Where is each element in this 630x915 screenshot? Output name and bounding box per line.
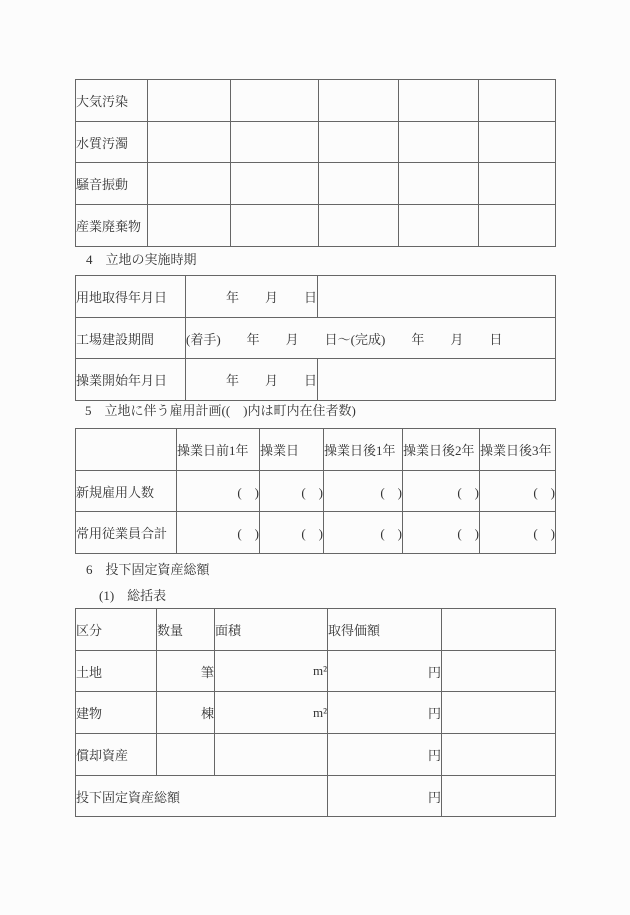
empty-cell: [442, 650, 556, 692]
price-unit-cell: 円: [328, 692, 442, 734]
empty-cell: [148, 121, 231, 163]
empty-cell: [479, 80, 556, 122]
empty-header-cell: [442, 609, 556, 651]
table-row: [76, 359, 556, 401]
empty-cell: [399, 121, 479, 163]
area-unit-cell: m²: [215, 692, 328, 734]
empty-cell: [399, 80, 479, 122]
row-label-land: 土地: [76, 650, 157, 692]
empty-cell: [148, 205, 231, 247]
empty-cell: [479, 121, 556, 163]
empty-cell: [148, 163, 231, 205]
parens-placeholder-cell: ( ): [324, 470, 403, 512]
empty-corner-cell: [76, 429, 177, 471]
col-header-area: 面積: [215, 609, 328, 651]
section6-title: 6 投下固定資産総額: [86, 562, 210, 577]
table-row: [76, 205, 556, 247]
empty-cell: [442, 692, 556, 734]
parens-placeholder-cell: ( ): [480, 470, 556, 512]
empty-cell: [231, 205, 319, 247]
section5-title: 5 立地に伴う雇用計画(( )内は町内在住者数): [85, 403, 356, 418]
period-placeholder-cell: (着手) 年 月 日～(完成) 年 月 日: [186, 317, 556, 359]
table-row: [76, 317, 556, 359]
section4-title: 4 立地の実施時期: [86, 252, 197, 267]
table-row: [76, 512, 556, 554]
empty-cell: [319, 163, 399, 205]
row-label-industrial-waste: 産業廃棄物: [76, 205, 148, 247]
col-header-quantity: 数量: [157, 609, 215, 651]
col-header-start-day: 操業日: [260, 429, 324, 471]
empty-cell: [399, 205, 479, 247]
col-header-acquisition-price: 取得価額: [328, 609, 442, 651]
empty-cell: [399, 163, 479, 205]
col-header-year-before-start: 操業日前1年: [177, 429, 260, 471]
col-header-2yr-after: 操業日後2年: [403, 429, 480, 471]
table-row: [76, 163, 556, 205]
empty-cell: [319, 205, 399, 247]
price-unit-cell: 円: [328, 650, 442, 692]
section6-subtitle: (1) 総括表: [99, 588, 167, 603]
pollution-measures-table: [75, 79, 556, 247]
row-label-new-hires: 新規雇用人数: [76, 470, 177, 512]
header-row: [76, 429, 556, 471]
empty-cell: [231, 163, 319, 205]
area-unit-cell: [215, 734, 328, 776]
col-header-category: 区分: [76, 609, 157, 651]
date-placeholder-cell: 年 月 日: [186, 359, 318, 401]
parens-placeholder-cell: ( ): [324, 512, 403, 554]
quantity-unit-cell: 棟: [157, 692, 215, 734]
empty-cell: [319, 121, 399, 163]
header-row: [76, 609, 556, 651]
table-row: [76, 650, 556, 692]
empty-cell: [318, 359, 556, 401]
row-label-total-fixed-assets: 投下固定資産総額: [76, 775, 328, 817]
timing-table: [75, 275, 556, 401]
table-row: [76, 80, 556, 122]
table-row: [76, 470, 556, 512]
table-row: [76, 734, 556, 776]
price-unit-cell: 円: [328, 775, 442, 817]
total-row: [76, 775, 556, 817]
empty-cell: [319, 80, 399, 122]
empty-cell: [318, 276, 556, 318]
quantity-unit-cell: 筆: [157, 650, 215, 692]
row-label-construction-period: 工場建設期間: [76, 317, 186, 359]
empty-cell: [231, 80, 319, 122]
empty-cell: [479, 163, 556, 205]
parens-placeholder-cell: ( ): [260, 512, 324, 554]
row-label-building: 建物: [76, 692, 157, 734]
row-label-operation-start-date: 操業開始年月日: [76, 359, 186, 401]
row-label-regular-employees-total: 常用従業員合計: [76, 512, 177, 554]
empty-cell: [442, 734, 556, 776]
parens-placeholder-cell: ( ): [480, 512, 556, 554]
col-header-3yr-after: 操業日後3年: [480, 429, 556, 471]
fixed-assets-summary-table: [75, 608, 556, 817]
parens-placeholder-cell: ( ): [260, 470, 324, 512]
parens-placeholder-cell: ( ): [177, 470, 260, 512]
empty-cell: [231, 121, 319, 163]
col-header-1yr-after: 操業日後1年: [324, 429, 403, 471]
table-row: [76, 276, 556, 318]
table-row: [76, 692, 556, 734]
row-label-depreciable-assets: 償却資産: [76, 734, 157, 776]
date-placeholder-cell: 年 月 日: [186, 276, 318, 318]
parens-placeholder-cell: ( ): [177, 512, 260, 554]
empty-cell: [148, 80, 231, 122]
empty-cell: [442, 775, 556, 817]
row-label-noise-vibration: 騒音振動: [76, 163, 148, 205]
row-label-water-pollution: 水質汚濁: [76, 121, 148, 163]
area-unit-cell: m²: [215, 650, 328, 692]
row-label-air-pollution: 大気汚染: [76, 80, 148, 122]
parens-placeholder-cell: ( ): [403, 470, 480, 512]
parens-placeholder-cell: ( ): [403, 512, 480, 554]
row-label-land-acquisition-date: 用地取得年月日: [76, 276, 186, 318]
empty-cell: [479, 205, 556, 247]
quantity-unit-cell: [157, 734, 215, 776]
price-unit-cell: 円: [328, 734, 442, 776]
employment-plan-table: [75, 428, 556, 554]
table-row: [76, 121, 556, 163]
